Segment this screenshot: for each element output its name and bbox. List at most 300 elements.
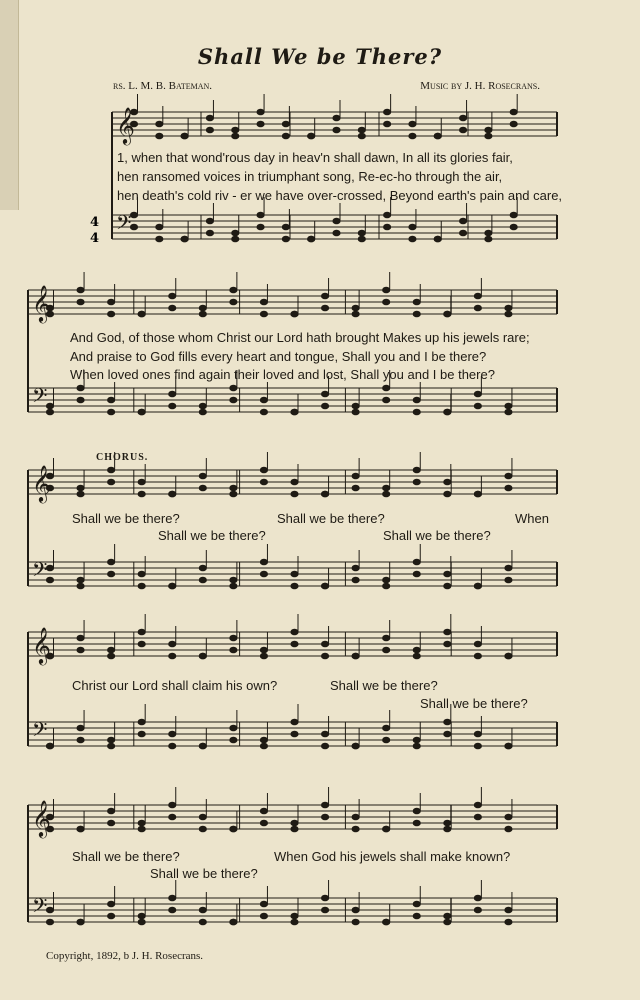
verse-line-1: 1, when that wond'rous day in heav'n shall dawn, In all its glories fair, [117, 150, 513, 165]
note-head [485, 230, 492, 236]
note-head [459, 230, 466, 236]
verse-line-3: hen death's cold riv - er we have over-crossed, Beyond earth's pain and care, [117, 188, 563, 203]
note-head [169, 293, 176, 299]
note-head [108, 820, 115, 826]
note-head [230, 485, 237, 491]
note-head [199, 907, 206, 913]
note-head [291, 731, 298, 737]
note-head [474, 743, 481, 749]
note-head [260, 743, 267, 749]
note-head [77, 577, 84, 583]
note-head [352, 743, 359, 749]
note-head [108, 913, 115, 919]
note-head [77, 385, 84, 391]
note-head [510, 212, 517, 218]
note-head [108, 647, 115, 653]
note-head [206, 115, 213, 121]
note-head [474, 293, 481, 299]
note-head [291, 409, 298, 415]
note-head [260, 311, 267, 317]
note-head [413, 479, 420, 485]
note-head [383, 577, 390, 583]
bass-clef: 𝄢 [116, 211, 132, 239]
note-head [291, 479, 298, 485]
note-head [169, 641, 176, 647]
note-head [230, 299, 237, 305]
note-head [383, 635, 390, 641]
note-head [409, 224, 416, 230]
note-head [505, 814, 512, 820]
note-head [169, 743, 176, 749]
note-head [383, 919, 390, 925]
note-head [169, 731, 176, 737]
note-head [138, 913, 145, 919]
note-head [291, 571, 298, 577]
note-head [138, 731, 145, 737]
note-head [46, 565, 53, 571]
note-head [108, 409, 115, 415]
note-head [321, 743, 328, 749]
note-head [409, 236, 416, 242]
note-head [230, 725, 237, 731]
note-head [413, 737, 420, 743]
note-head [260, 913, 267, 919]
treble-clef: 𝄞 [32, 464, 51, 502]
note-head [257, 224, 264, 230]
note-head [474, 653, 481, 659]
note-head [46, 919, 53, 925]
chorus-lyric: Shall we be there? [158, 528, 266, 543]
chorus-lyric: Christ our Lord shall claim his own? [72, 678, 278, 693]
note-head [321, 731, 328, 737]
note-head [206, 230, 213, 236]
refrain-line-3: When loved ones find again their loved and lost, Shall you and I be there? [70, 367, 495, 382]
note-head [77, 647, 84, 653]
note-head [474, 731, 481, 737]
note-head [138, 479, 145, 485]
note-head [358, 230, 365, 236]
note-head [46, 907, 53, 913]
treble-clef: 𝄞 [32, 799, 51, 837]
note-head [230, 491, 237, 497]
note-head [321, 491, 328, 497]
treble-clef: 𝄞 [32, 284, 51, 322]
note-head [77, 287, 84, 293]
note-head [444, 731, 451, 737]
note-head [257, 212, 264, 218]
chorus-lyric: Shall we be there? [72, 511, 180, 526]
note-head [474, 403, 481, 409]
note-head [77, 635, 84, 641]
note-head [77, 397, 84, 403]
note-head [352, 565, 359, 571]
note-head [510, 121, 517, 127]
note-head [444, 719, 451, 725]
note-head [308, 236, 315, 242]
note-head [333, 230, 340, 236]
note-head [474, 491, 481, 497]
composer-credit: Music by J. H. Rosecrans. [420, 80, 540, 92]
note-head [444, 479, 451, 485]
note-head [321, 802, 328, 808]
note-head [138, 409, 145, 415]
note-head [485, 127, 492, 133]
note-head [352, 311, 359, 317]
note-head [260, 571, 267, 577]
treble-clef: 𝄞 [32, 626, 51, 664]
note-head [199, 743, 206, 749]
note-head [282, 121, 289, 127]
note-head [383, 491, 390, 497]
note-head [409, 121, 416, 127]
note-head [291, 583, 298, 589]
note-head [169, 814, 176, 820]
note-head [384, 212, 391, 218]
note-head [321, 814, 328, 820]
note-head [505, 305, 512, 311]
note-head [321, 907, 328, 913]
note-head [46, 743, 53, 749]
note-head [199, 565, 206, 571]
note-head [474, 907, 481, 913]
note-head [434, 133, 441, 139]
note-head [77, 737, 84, 743]
note-head [169, 491, 176, 497]
note-head [474, 802, 481, 808]
note-head [444, 409, 451, 415]
note-head [199, 814, 206, 820]
note-head [230, 577, 237, 583]
note-head [383, 299, 390, 305]
note-head [352, 907, 359, 913]
note-head [282, 133, 289, 139]
note-head [413, 808, 420, 814]
note-head [358, 133, 365, 139]
note-head [108, 653, 115, 659]
note-head [138, 629, 145, 635]
note-head [474, 391, 481, 397]
note-head [108, 311, 115, 317]
note-head [169, 403, 176, 409]
note-head [169, 907, 176, 913]
note-head [232, 127, 239, 133]
note-head [138, 641, 145, 647]
chorus-lyric: Shall we be there? [150, 866, 258, 881]
note-head [169, 653, 176, 659]
note-head [321, 641, 328, 647]
note-head [230, 635, 237, 641]
note-head [230, 583, 237, 589]
note-head [260, 467, 267, 473]
bass-clef: 𝄢 [32, 718, 48, 746]
note-head [260, 808, 267, 814]
note-head [230, 385, 237, 391]
note-head [444, 919, 451, 925]
note-head [308, 133, 315, 139]
note-head [282, 224, 289, 230]
note-head [505, 653, 512, 659]
note-head [444, 641, 451, 647]
hymn-title: Shall We be There? [197, 44, 443, 69]
note-head [169, 391, 176, 397]
note-head [459, 115, 466, 121]
note-head [459, 127, 466, 133]
note-head [409, 133, 416, 139]
note-head [505, 565, 512, 571]
note-head [505, 485, 512, 491]
note-head [77, 299, 84, 305]
note-head [352, 473, 359, 479]
note-head [505, 403, 512, 409]
note-head [505, 743, 512, 749]
note-head [77, 826, 84, 832]
note-head [413, 311, 420, 317]
note-head [413, 397, 420, 403]
note-head [46, 577, 53, 583]
note-head [206, 218, 213, 224]
chorus-lyric: Shall we be there? [277, 511, 385, 526]
refrain-line-2: And praise to God fills every heart and tongue, Shall you and I be there? [70, 349, 487, 364]
note-head [46, 403, 53, 409]
note-head [138, 571, 145, 577]
note-head [444, 826, 451, 832]
note-head [260, 559, 267, 565]
note-head [199, 305, 206, 311]
note-head [333, 127, 340, 133]
bass-clef: 𝄢 [32, 894, 48, 922]
note-head [321, 895, 328, 901]
time-sig-bottom: 4 [90, 231, 100, 246]
note-head [321, 305, 328, 311]
note-head [383, 397, 390, 403]
note-head [413, 901, 420, 907]
note-head [474, 895, 481, 901]
note-head [257, 121, 264, 127]
note-head [321, 403, 328, 409]
note-head [291, 719, 298, 725]
note-head [138, 820, 145, 826]
note-head [108, 397, 115, 403]
note-head [199, 577, 206, 583]
note-head [510, 224, 517, 230]
note-head [474, 641, 481, 647]
note-head [291, 311, 298, 317]
note-head [413, 409, 420, 415]
note-head [260, 653, 267, 659]
note-head [199, 919, 206, 925]
note-head [444, 571, 451, 577]
note-head [130, 212, 137, 218]
note-head [358, 236, 365, 242]
note-head [199, 653, 206, 659]
note-head [260, 409, 267, 415]
note-head [108, 808, 115, 814]
note-head [138, 719, 145, 725]
note-head [108, 571, 115, 577]
refrain-line-1: And God, of those whom Christ our Lord hath brought Makes up his jewels rare; [70, 330, 530, 345]
note-head [485, 133, 492, 139]
note-head [383, 647, 390, 653]
note-head [260, 820, 267, 826]
bass-clef: 𝄢 [32, 558, 48, 586]
note-head [413, 743, 420, 749]
note-head [383, 725, 390, 731]
note-head [108, 901, 115, 907]
note-head [333, 115, 340, 121]
note-head [291, 913, 298, 919]
note-head [138, 311, 145, 317]
note-head [108, 467, 115, 473]
note-head [474, 305, 481, 311]
note-head [444, 913, 451, 919]
note-head [232, 133, 239, 139]
note-head [505, 907, 512, 913]
chorus-lyric: Shall we be there? [420, 696, 528, 711]
note-head [383, 385, 390, 391]
note-head [260, 647, 267, 653]
copyright-notice: Copyright, 1892, b J. H. Rosecrans. [46, 950, 204, 962]
note-head [130, 224, 137, 230]
note-head [505, 826, 512, 832]
note-head [413, 913, 420, 919]
note-head [77, 583, 84, 589]
note-head [169, 305, 176, 311]
note-head [230, 826, 237, 832]
note-head [474, 583, 481, 589]
note-head [413, 653, 420, 659]
note-head [232, 236, 239, 242]
note-head [321, 391, 328, 397]
note-head [291, 491, 298, 497]
note-head [138, 491, 145, 497]
note-head [291, 820, 298, 826]
note-head [138, 583, 145, 589]
note-head [108, 479, 115, 485]
note-head [108, 737, 115, 743]
note-head [321, 583, 328, 589]
note-head [321, 653, 328, 659]
lyricist-credit: rs. L. M. B. Bateman. [113, 80, 213, 92]
note-head [510, 109, 517, 115]
note-head [46, 409, 53, 415]
note-head [352, 485, 359, 491]
note-head [230, 647, 237, 653]
note-head [413, 820, 420, 826]
note-head [77, 485, 84, 491]
note-head [138, 919, 145, 925]
note-head [232, 230, 239, 236]
note-head [384, 121, 391, 127]
note-head [156, 133, 163, 139]
note-head [444, 820, 451, 826]
note-head [352, 577, 359, 583]
note-head [434, 236, 441, 242]
note-head [108, 559, 115, 565]
note-head [77, 491, 84, 497]
note-head [169, 583, 176, 589]
note-head [505, 311, 512, 317]
bass-clef: 𝄢 [32, 384, 48, 412]
note-head [169, 802, 176, 808]
note-head [352, 919, 359, 925]
note-head [413, 647, 420, 653]
note-head [199, 403, 206, 409]
note-head [260, 397, 267, 403]
note-head [333, 218, 340, 224]
verse-line-2: hen ransomed voices in triumphant song, Re-ec-ho through the air, [117, 169, 503, 184]
note-head [485, 236, 492, 242]
note-head [505, 473, 512, 479]
note-head [156, 121, 163, 127]
note-head [352, 826, 359, 832]
note-head [181, 236, 188, 242]
note-head [260, 479, 267, 485]
note-head [138, 826, 145, 832]
note-head [206, 127, 213, 133]
note-head [181, 133, 188, 139]
note-head [352, 653, 359, 659]
note-head [383, 583, 390, 589]
note-head [505, 919, 512, 925]
time-sig-top: 4 [90, 215, 100, 230]
note-head [291, 641, 298, 647]
note-head [230, 287, 237, 293]
note-head [156, 224, 163, 230]
note-head [260, 901, 267, 907]
note-head [413, 299, 420, 305]
note-head [444, 491, 451, 497]
note-head [352, 409, 359, 415]
note-head [444, 311, 451, 317]
note-head [383, 826, 390, 832]
note-head [384, 109, 391, 115]
chorus-lyric: When [515, 511, 549, 526]
note-head [199, 826, 206, 832]
note-head [413, 559, 420, 565]
note-head [230, 737, 237, 743]
note-head [108, 743, 115, 749]
note-head [230, 397, 237, 403]
note-head [169, 895, 176, 901]
note-head [383, 485, 390, 491]
note-head [199, 409, 206, 415]
note-head [108, 299, 115, 305]
note-head [77, 919, 84, 925]
chorus-lyric: When God his jewels shall make known? [274, 849, 511, 864]
treble-clef: 𝄞 [116, 106, 135, 144]
note-head [358, 127, 365, 133]
note-head [230, 919, 237, 925]
note-head [321, 293, 328, 299]
chorus-lyric: Shall we be there? [72, 849, 180, 864]
note-head [444, 629, 451, 635]
note-head [156, 236, 163, 242]
note-head [260, 737, 267, 743]
note-head [199, 485, 206, 491]
note-head [505, 577, 512, 583]
note-head [352, 403, 359, 409]
note-head [384, 224, 391, 230]
chorus-lyric: Shall we be there? [330, 678, 438, 693]
note-head [413, 571, 420, 577]
note-head [505, 409, 512, 415]
note-head [291, 826, 298, 832]
note-head [260, 299, 267, 305]
note-head [413, 467, 420, 473]
note-head [199, 473, 206, 479]
note-head [352, 305, 359, 311]
note-head [459, 218, 466, 224]
